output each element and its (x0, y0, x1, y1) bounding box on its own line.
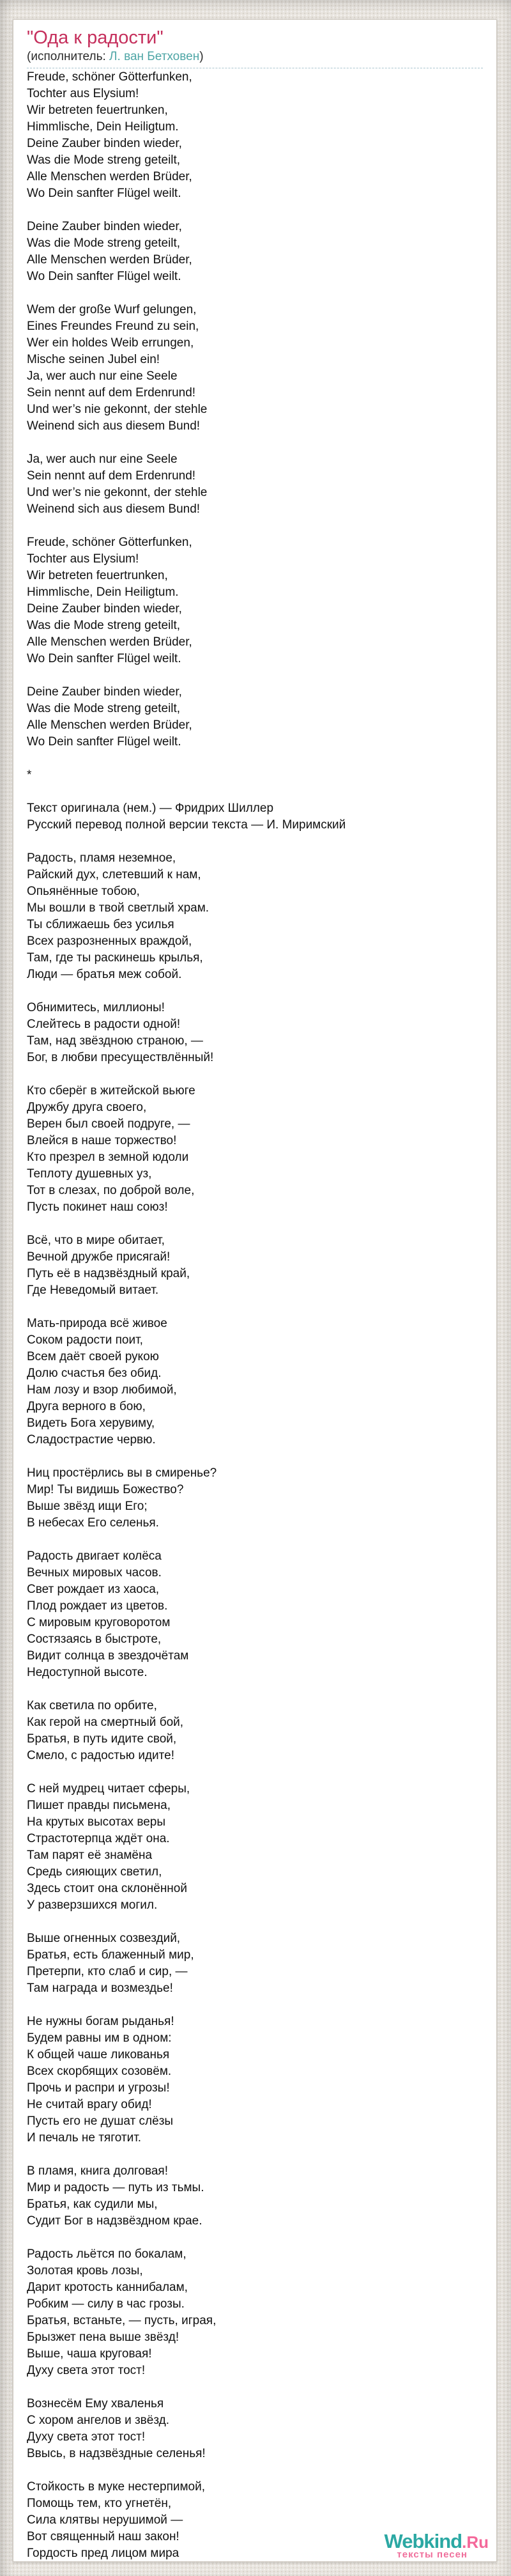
lyrics-stanza (27, 1315, 483, 1448)
lyrics-line: Плод рождает из цветов. (27, 1599, 168, 1613)
webkind-logo-ru: .Ru (462, 2533, 489, 2552)
page-title: "Ода к радости" (27, 27, 164, 48)
lyrics-line: Сладострастие червю. (27, 1433, 156, 1447)
lyrics-line: Deine Zauber binden wieder, (27, 685, 182, 699)
lyrics-line: Претерпи, кто слаб и сир, — (27, 1965, 188, 1978)
lyrics-line: Und wer’s nie gekonnt, der stehle (27, 403, 208, 416)
lyrics-stanza (27, 2163, 483, 2230)
lyrics-line: Tochter aus Elysium! (27, 552, 139, 566)
lyrics-line: Брызжет пена выше звёзд! (27, 2331, 179, 2344)
lyrics-line: Пишет правды письмена, (27, 1799, 171, 1812)
lyrics-line: С ней мудрец читает сферы, (27, 1782, 190, 1796)
lyrics-line: Wer ein holdes Weib errungen, (27, 336, 194, 350)
lyrics-line: Бог, в любви пресуществлённый! (27, 1051, 214, 1064)
lyrics-line: Кто презрел в земной юдоли (27, 1151, 189, 1164)
lyrics-stanza (27, 2246, 483, 2379)
lyrics-line: Братья, как судили мы, (27, 2198, 158, 2211)
lyrics-line: Ввысь, в надзвёздные селенья! (27, 2447, 206, 2460)
lyrics-stanza (27, 1698, 483, 1764)
lyrics-line: Робким — силу в час грозы. (27, 2297, 185, 2311)
lyrics-line: Выше, чаша круговая! (27, 2347, 152, 2361)
lyrics-line: Freude, schöner Götterfunken, (27, 536, 192, 549)
lyrics-line: Духу света этот тост! (27, 2364, 146, 2377)
artist-line (27, 49, 483, 65)
lyrics-line: Судит Бог в надзвёздном крае. (27, 2214, 202, 2228)
lyrics-line: Духу света этот тост! (27, 2430, 146, 2444)
lyrics-line: Мир! Ты видишь Божество? (27, 1483, 184, 1496)
lyrics-line: Пусть его не душат слёзы (27, 2114, 174, 2128)
lyrics-line: Дарит кротость каннибалам, (27, 2281, 188, 2294)
lyrics-line: В пламя, книга долговая! (27, 2164, 168, 2178)
lyrics-line: Путь её в надзвёздный край, (27, 1267, 190, 1280)
lyrics-line: Мать-природа всё живое (27, 1317, 167, 1330)
lyrics-line: Alle Menschen werden Brüder, (27, 253, 192, 267)
lyrics-line: С мировым круговоротом (27, 1616, 171, 1629)
lyrics-line: Выше звёзд ищи Его; (27, 1500, 148, 1513)
lyrics-line: Sein nennt auf dem Erdenrund! (27, 386, 196, 400)
lyrics-line: Всех скорбящих созовём. (27, 2065, 172, 2078)
lyrics-line: Свет рождает из хаоса, (27, 1583, 160, 1596)
lyrics-line: Was die Mode streng geteilt, (27, 237, 181, 250)
lyrics-line: Вот священный наш закон! (27, 2530, 179, 2543)
lyrics-stanza (27, 1465, 483, 1532)
lyrics-stanza (27, 1000, 483, 1066)
lyrics-line: Вознесём Ему хваленья (27, 2397, 164, 2410)
lyrics-stanza (27, 534, 483, 667)
lyrics-line: Пусть покинет наш союз! (27, 1200, 168, 1214)
lyrics-line: Was die Mode streng geteilt, (27, 619, 181, 632)
lyrics-line: Русский перевод полной версии текста — И. Миримский (27, 818, 346, 832)
lyrics-line: Нам лозу и взор любимой, (27, 1383, 177, 1397)
lyrics-line: Гордость пред лицом мира (27, 2547, 179, 2560)
lyrics-line: Соком радости поит, (27, 1333, 143, 1347)
lyrics-line: Там, где ты раскинешь крылья, (27, 951, 203, 965)
lyrics-line: Не считай врагу обид! (27, 2098, 152, 2111)
lyrics-stanza (27, 800, 483, 834)
artist-label-prefix: (исполнитель: (27, 50, 110, 63)
lyrics-stanza (27, 69, 483, 202)
lyrics-line: Недоступной высоте. (27, 1666, 148, 1679)
lyrics-line: Райский дух, слетевший к нам, (27, 868, 201, 881)
lyrics-line: Всех разрозненных враждой, (27, 935, 192, 948)
artist-label-suffix: ) (199, 50, 204, 63)
lyrics-line: С хором ангелов и звёзд. (27, 2414, 169, 2427)
lyrics-line: Люди — братья меж собой. (27, 968, 182, 981)
lyrics-line: Всё, что в мире обитает, (27, 1234, 165, 1247)
lyrics-line: Ты сближаешь без усилья (27, 918, 174, 931)
lyrics-line: В небесах Его селенья. (27, 1516, 159, 1530)
lyrics-line: Где Неведомый витает. (27, 1284, 159, 1297)
lyrics-line: Вечной дружбе присягай! (27, 1250, 171, 1264)
lyrics-line: Помощь тем, кто угнетён, (27, 2497, 172, 2510)
lyrics-line: Eines Freundes Freund zu sein, (27, 320, 199, 333)
lyrics-line: Как герой на смертный бой, (27, 1716, 184, 1729)
lyrics-stanza (27, 1232, 483, 1299)
lyrics-line: Влейся в наше торжество! (27, 1134, 177, 1147)
lyrics-line: * (27, 768, 32, 782)
lyrics-line: Средь сияющих светил, (27, 1865, 162, 1879)
lyrics-stanza (27, 1930, 483, 1997)
lyrics-line: Теплоту душевных уз, (27, 1167, 152, 1181)
lyrics-line: Смело, с радостью идите! (27, 1749, 174, 1762)
lyrics-line: Wo Dein sanfter Flügel weilt. (27, 735, 181, 749)
lyrics-line: Alle Menschen werden Brüder, (27, 170, 192, 183)
lyrics-line: Не нужны богам рыданья! (27, 2015, 174, 2028)
lyrics-line: Слейтесь в радости одной! (27, 1018, 181, 1031)
lyrics-line: Всем даёт своей рукою (27, 1350, 159, 1363)
lyrics-line: Прочь и распри и угрозы! (27, 2081, 170, 2095)
lyrics-line: Deine Zauber binden wieder, (27, 220, 182, 233)
lyrics-line: Как светила по орбите, (27, 1699, 157, 1712)
lyrics-line: Друга верного в бою, (27, 1400, 146, 1413)
lyrics-line: И печаль не тяготит. (27, 2131, 142, 2145)
lyrics-line: Тот в слезах, по доброй воле, (27, 1184, 195, 1197)
lyrics-line: На крутых высотах веры (27, 1815, 165, 1829)
lyrics-line: Будем равны им в одном: (27, 2031, 172, 2045)
lyrics-stanza (27, 1548, 483, 1681)
lyrics-line: Sein nennt auf dem Erdenrund! (27, 469, 196, 483)
lyrics-line: Wir betreten feuertrunken, (27, 569, 168, 582)
lyrics-line: Freude, schöner Götterfunken, (27, 70, 192, 84)
lyrics-line: Видит солнца в звездочётам (27, 1649, 189, 1663)
artist-link[interactable]: Л. ван Бетховен (109, 50, 200, 63)
lyrics-line: Дружбу друга своего, (27, 1101, 147, 1114)
lyrics-line: Мы вошли в твой светлый храм. (27, 901, 210, 915)
lyrics-line: Und wer’s nie gekonnt, der stehle (27, 486, 208, 499)
lyrics-line: Alle Menschen werden Brüder, (27, 635, 192, 649)
lyrics-stanza (27, 2013, 483, 2146)
lyrics-stanza (27, 2396, 483, 2462)
webkind-logo-link[interactable] (385, 2531, 489, 2559)
webkind-tagline: тексты песен (397, 2549, 468, 2560)
lyrics-stanza (27, 302, 483, 435)
lyrics-line: Was die Mode streng geteilt, (27, 153, 181, 167)
lyrics-stanza (27, 850, 483, 983)
lyrics-line: Deine Zauber binden wieder, (27, 602, 182, 616)
lyrics-line: Там награда и возмездье! (27, 1982, 173, 1995)
lyrics-line: Страстотерпца ждёт она. (27, 1832, 170, 1845)
lyrics-line: Wo Dein sanfter Flügel weilt. (27, 270, 181, 283)
lyrics-line: У разверзшихся могил. (27, 1898, 158, 1912)
lyrics-line: Текст оригинала (нем.) — Фридрих Шиллер (27, 802, 274, 815)
lyrics-line: Радость льётся по бокалам, (27, 2247, 187, 2261)
lyrics-line: Братья, есть блаженный мир, (27, 1948, 194, 1962)
lyrics-line: Wir betreten feuertrunken, (27, 104, 168, 117)
webkind-logo-main: Webkind (384, 2530, 462, 2552)
lyrics-line: Weinend sich aus diesem Bund! (27, 502, 201, 516)
lyrics-stanza (27, 1781, 483, 1914)
lyrics-line: Верен был своей подруге, — (27, 1117, 190, 1131)
lyrics-stanza (27, 1083, 483, 1216)
lyrics-line: Mische seinen Jubel ein! (27, 353, 160, 366)
lyrics-line: Wo Dein sanfter Flügel weilt. (27, 187, 181, 200)
lyrics-stanza (27, 451, 483, 518)
lyrics-line: Братья, в путь идите свой, (27, 1732, 177, 1746)
lyrics-line: Золотая кровь лозы, (27, 2264, 143, 2277)
lyrics-line: Was die Mode streng geteilt, (27, 702, 181, 715)
lyrics-line: Выше огненных созвездий, (27, 1932, 181, 1945)
song-header (27, 27, 483, 68)
lyrics-line: Долю счастья без обид. (27, 1367, 162, 1380)
lyrics-line: Wo Dein sanfter Flügel weilt. (27, 652, 181, 665)
lyrics-line: Ja, wer auch nur eine Seele (27, 369, 178, 383)
lyrics-line: Ja, wer auch nur eine Seele (27, 453, 178, 466)
lyrics-line: Обнимитесь, миллионы! (27, 1001, 165, 1014)
lyrics-stanza (27, 219, 483, 285)
lyrics-line: Wem der große Wurf gelungen, (27, 303, 197, 316)
lyrics-line: Weinend sich aus diesem Bund! (27, 419, 201, 433)
lyrics-line: Состязаясь в быстроте, (27, 1633, 162, 1646)
lyrics-line: Там парят её знамёна (27, 1849, 153, 1862)
lyrics-line: Стойкость в муке нестерпимой, (27, 2480, 205, 2494)
lyrics-text (27, 68, 483, 2562)
lyrics-line: Здесь стоит она склонённой (27, 1882, 187, 1895)
lyrics-line: Сила клятвы нерушимой — (27, 2513, 183, 2527)
lyrics-line: Опьянённые тобою, (27, 885, 140, 898)
lyrics-line: Deine Zauber binden wieder, (27, 137, 182, 150)
lyrics-line: Братья, встаньте, — пусть, играя, (27, 2314, 217, 2327)
lyrics-stanza (27, 684, 483, 750)
lyrics-line: Вечных мировых часов. (27, 1566, 162, 1579)
lyrics-line: Tochter aus Elysium! (27, 87, 139, 100)
lyrics-line: Himmlische, Dein Heiligtum. (27, 586, 179, 599)
lyrics-line: Там, над звёздною страною, — (27, 1034, 203, 1048)
lyrics-line: Alle Menschen werden Brüder, (27, 718, 192, 732)
lyrics-stanza (27, 767, 483, 784)
lyrics-line: Ниц простёрлись вы в смиренье? (27, 1466, 217, 1480)
lyrics-line: Мир и радость — путь из тьмы. (27, 2181, 204, 2194)
lyrics-line: К общей чаше ликованья (27, 2048, 170, 2061)
lyrics-line: Радость двигает колёса (27, 1549, 162, 1563)
lyrics-card (13, 19, 497, 2562)
lyrics-line: Himmlische, Dein Heiligtum. (27, 120, 179, 134)
lyrics-line: Радость, пламя неземное, (27, 851, 176, 865)
lyrics-line: Кто сберёг в житейской вьюге (27, 1084, 195, 1098)
lyrics-line: Видеть Бога херувиму, (27, 1416, 155, 1430)
